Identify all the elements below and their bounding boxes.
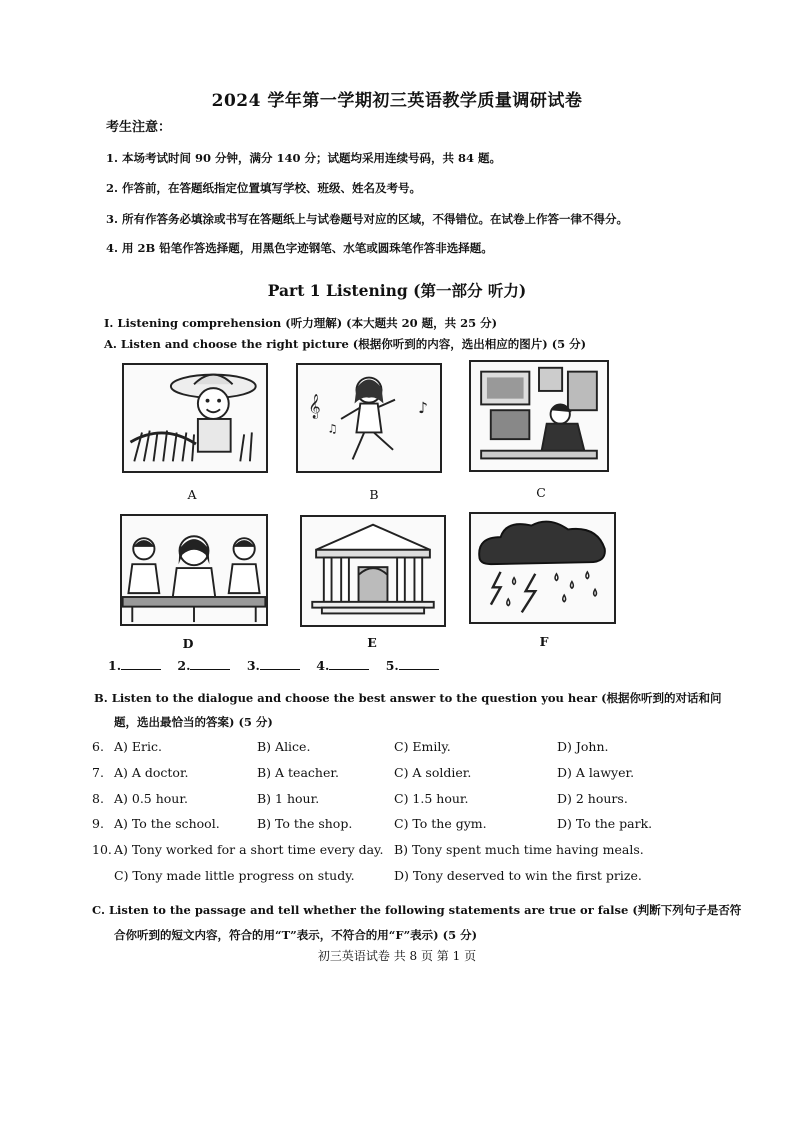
notice-item-2: 2. 作答前，在答题纸指定位置填写学校、班级、姓名及考号。	[106, 181, 422, 195]
svg-text:𝄞: 𝄞	[308, 393, 321, 419]
page-footer: 初三英语试卷 共 8 页 第 1 页	[317, 949, 477, 963]
option-d[interactable]: D) 2 hours.	[557, 791, 628, 806]
question-number: 8.	[92, 791, 104, 806]
option-b[interactable]: B) A teacher.	[257, 765, 339, 780]
option-c[interactable]: C) A soldier.	[394, 765, 472, 780]
svg-text:♫: ♫	[327, 421, 338, 436]
option-a[interactable]: A) 0.5 hour.	[114, 791, 188, 806]
answer-blank-2[interactable]: 2.	[177, 657, 230, 673]
option-c[interactable]: C) Emily.	[394, 739, 451, 754]
girl-dancing-music-icon	[298, 365, 440, 471]
picture-e-label: E	[367, 635, 377, 650]
svg-text:♪: ♪	[418, 399, 428, 418]
notice-heading: 考生注意：	[106, 120, 172, 135]
section-b-heading-line1: B. Listen to the dialogue and choose the best answer to the question you hear (根据你听到的对话和问	[94, 691, 722, 705]
option-a[interactable]: A) Tony worked for a short time every day.	[114, 842, 384, 857]
question-number: 7.	[92, 765, 104, 780]
students-in-class-icon	[122, 516, 266, 624]
picture-e	[300, 515, 446, 627]
answer-blank-4[interactable]: 4.	[316, 657, 369, 673]
option-a[interactable]: A) A doctor.	[114, 765, 189, 780]
answer-blank-3[interactable]: 3.	[247, 657, 300, 673]
picture-b	[296, 363, 442, 473]
picture-a-label: A	[187, 487, 197, 502]
person-working-computer-icon	[471, 362, 607, 470]
option-b[interactable]: B) 1 hour.	[257, 791, 320, 806]
section-i-heading: I. Listening comprehension (听力理解) (本大题共 20 题，共 25 分)	[104, 316, 498, 330]
option-b[interactable]: B) Alice.	[257, 739, 311, 754]
picture-c-label: C	[536, 485, 546, 500]
option-c[interactable]: C) Tony made little progress on study.	[114, 868, 355, 883]
notice-item-4: 4. 用 2B 铅笔作答选择题，用黑色字迹钢笔、水笔或圆珠笔作答非选择题。	[106, 241, 493, 255]
option-d[interactable]: D) John.	[557, 739, 609, 754]
notice-item-1: 1. 本场考试时间 90 分钟，满分 140 分；试题均采用连续号码，共 84 题。	[106, 151, 502, 165]
option-d[interactable]: D) A lawyer.	[557, 765, 635, 780]
answer-blank-1[interactable]: 1.	[108, 657, 161, 673]
picture-f-label: F	[539, 634, 549, 649]
section-c-heading-line1: C. Listen to the passage and tell whether the following statements are true or false (判断下列句子是否符	[92, 903, 742, 917]
answer-blank-5[interactable]: 5.	[386, 657, 439, 673]
museum-building-icon	[302, 517, 444, 625]
option-c[interactable]: C) To the gym.	[394, 816, 487, 831]
notice-item-3: 3. 所有作答务必填涂或书写在答题纸上与试卷题号对应的区域，不得错位。在试卷上作答一律不得分。	[106, 212, 629, 226]
option-c[interactable]: C) 1.5 hour.	[394, 791, 469, 806]
picture-f	[469, 512, 616, 624]
thunderstorm-icon	[471, 514, 614, 622]
section-c-heading-line2: 合你听到的短文内容，符合的用“T”表示，不符合的用“F”表示) (5 分)	[114, 928, 478, 942]
section-b-heading-line2: 题，选出最恰当的答案) (5 分)	[114, 715, 273, 729]
part-title: Part 1 Listening (第一部分 听力)	[267, 281, 527, 300]
answer-blanks	[108, 657, 451, 673]
option-a[interactable]: A) Eric.	[114, 739, 162, 754]
option-a[interactable]: A) To the school.	[114, 816, 220, 831]
farmer-harvesting-icon	[124, 365, 266, 471]
picture-c	[469, 360, 609, 472]
option-d[interactable]: D) To the park.	[557, 816, 653, 831]
question-number: 9.	[92, 816, 104, 831]
question-number: 6.	[92, 739, 104, 754]
picture-d	[120, 514, 268, 626]
exam-title: 2024 学年第一学期初三英语教学质量调研试卷	[211, 91, 583, 111]
option-b[interactable]: B) Tony spent much time having meals.	[394, 842, 644, 857]
section-a-heading: A. Listen and choose the right picture (根据你听到的内容，选出相应的图片) (5 分)	[104, 337, 587, 351]
picture-d-label: D	[182, 636, 194, 651]
picture-b-label: B	[369, 487, 379, 502]
question-number: 10.	[92, 842, 112, 857]
option-b[interactable]: B) To the shop.	[257, 816, 353, 831]
picture-a	[122, 363, 268, 473]
option-d[interactable]: D) Tony deserved to win the first prize.	[394, 868, 642, 883]
